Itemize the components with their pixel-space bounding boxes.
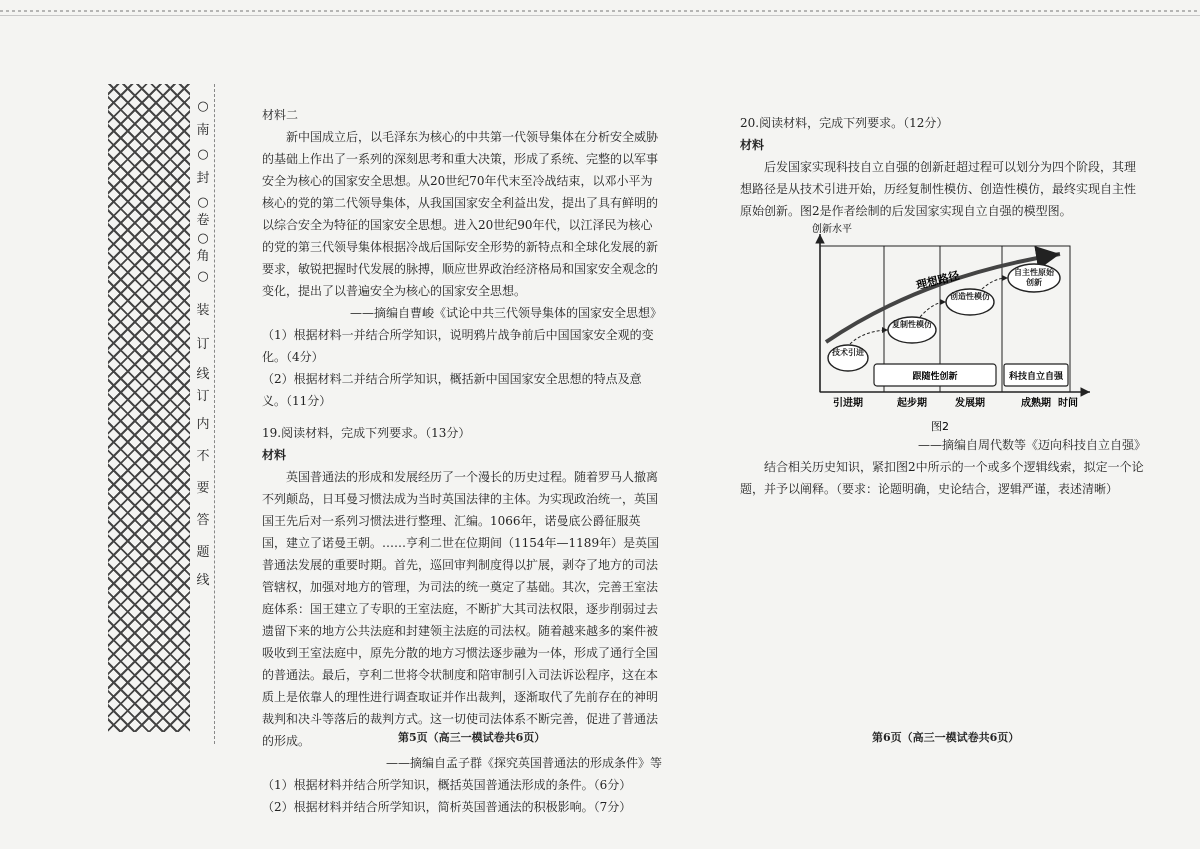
- q20-material-label: 材料: [740, 138, 765, 152]
- q19-source: ——摘编自孟子群《探究英国普通法的形成条件》等: [385, 756, 662, 770]
- q20-heading: 20.阅读材料，完成下列要求。（12分）: [740, 116, 949, 130]
- q20-task: 结合相关历史知识，紧扣图2中所示的一个或多个逻辑线索，拟定一个论题，并予以阐释。（要求：论题明确，史论结合，逻辑严谨，表述清晰）: [740, 460, 1144, 496]
- node-tech-intro-label: 技术引进: [832, 348, 864, 357]
- node-original-label: 自主性原始创新: [1014, 268, 1054, 287]
- material2-body: 新中国成立后，以毛泽东为核心的中共第一代领导集体在分析安全威胁的基础上作出了一系列的深刻思考和重大决策，形成了系统、完整的以军事安全为核心的国家安全思想。从20世纪70年代末至冷战结束，以邓小平为核心的党的第二代领导集体，从我国国家安全利益出发，提出了具有鲜明的以综合安全为特征的国家安全思想。进入20世纪90年代，以江泽民为核心的党的第三代领导集体根据冷战后国际安全形势的新特点和全球化发展的新要求，敏锐把握时代发展的脉搏，顺应世界政治经济格局和国家安全观念的变化，提出了以普遍安全为核心的国家安全思想。: [262, 130, 659, 298]
- page-5-footer: 第5页（高三一模试卷共6页）: [398, 731, 546, 744]
- period-label: 引进期: [833, 398, 863, 409]
- binding-hatch-pattern: [108, 84, 190, 732]
- q19-body: 英国普通法的形成和发展经历了一个漫长的历史过程。随着罗马人撤离不列颠岛，日耳曼习惯法成为当时英国法律的主体。为实现政治统一，英国国王先后对一系列习惯法进行整理、汇编。1066年，诺曼底公爵征服英国，建立了诺曼王朝。……亨利二世在位期间（1154年—1189年）是英国普通法发展的重要时期。首先，巡回审判制度得以扩展，剥夺了地方的司法管辖权，加强对地方的管理，为司法的统一奠定了基础。其次，完善王室法庭体系：国王建立了专职的王室法庭，不断扩大其司法权限，逐步削弱过去遗留下来的地方公共法庭和封建领主法庭的司法权。随着越来越多的案件被吸收到王室法庭中，原先分散的地方习惯法逐步融为一体，形成了通行全国的普通法。最后，亨利二世将令状制度和陪审制引入司法诉讼程序，这在本质上是依靠人的理性进行调查取证并作出裁判，逐渐取代了先前存在的神明裁判和决斗等落后的裁判方式。这一切使司法体系不断完善，促进了普通法的形成。: [262, 470, 660, 748]
- binding-cut-line: [214, 84, 215, 744]
- q20-source: ——摘编自周代数等《迈向科技自立自强》: [917, 438, 1146, 452]
- band-follow-label: 跟随性创新: [912, 372, 958, 382]
- binding-mark: 角: [196, 249, 210, 264]
- ideal-path-label: 理想路径: [914, 268, 961, 293]
- binding-mark: ○: [197, 231, 209, 246]
- binding-mark: 卷: [196, 213, 210, 228]
- material2-heading: 材料二: [262, 108, 299, 122]
- q20-after-figure: [740, 434, 1146, 500]
- material2-source: ——摘编自曹峻《试论中共三代领导集体的国家安全思想》: [349, 306, 662, 320]
- period-label: 成熟期: [1021, 398, 1051, 409]
- q20-body: 后发国家实现科技自立自强的创新赶超过程可以划分为四个阶段，其理想路径是从技术引进开始，历经复制性模仿、创造性模仿，最终实现自主性原始创新。图2是作者绘制的后发国家实现自立自强的模型图。: [740, 160, 1137, 218]
- connector: [982, 278, 1008, 289]
- binding-mark: 订: [196, 337, 210, 352]
- page-6-column: [740, 112, 1146, 222]
- scan-edge-line: [0, 15, 1200, 16]
- binding-mark: 南: [196, 123, 210, 138]
- figure-2-model: [790, 222, 1110, 437]
- q19-part2: （2）根据材料并结合所学知识，简析英国普通法的积极影响。（7分）: [262, 800, 632, 814]
- page-6-footer: 第6页（高三一模试卷共6页）: [872, 731, 1020, 744]
- binding-mark: 内: [196, 417, 210, 432]
- q19-heading: 19.阅读材料，完成下列要求。（13分）: [262, 426, 471, 440]
- y-axis-label: 创新水平: [812, 224, 852, 235]
- binding-mark: 答: [196, 513, 210, 528]
- scan-edge: [0, 10, 1200, 12]
- binding-mark: 线: [196, 573, 210, 588]
- binding-mark: 要: [196, 481, 210, 496]
- binding-mark: 不: [196, 449, 210, 464]
- connector: [920, 302, 946, 317]
- q18-part2: （2）根据材料二并结合所学知识，概括新中国国家安全思想的特点及意义。（11分）: [262, 372, 642, 408]
- binding-mark: ○: [197, 269, 209, 284]
- binding-mark: ○: [197, 195, 209, 210]
- binding-mark: ○: [197, 99, 209, 114]
- q19-material-label: 材料: [262, 448, 287, 462]
- x-axis-label: 时间: [1058, 398, 1078, 409]
- binding-mark: 封: [196, 171, 210, 186]
- q19-part1: （1）根据材料并结合所学知识，概括英国普通法形成的条件。（6分）: [262, 778, 632, 792]
- period-label: 发展期: [955, 398, 985, 409]
- node-replicative-label: 复制性模仿: [892, 320, 932, 329]
- band-self-label: 科技自立自强: [1008, 372, 1064, 382]
- binding-mark: 订: [196, 389, 210, 404]
- binding-mark: 题: [196, 545, 210, 560]
- binding-mark: ○: [197, 147, 209, 162]
- figure-caption: 图2: [931, 420, 949, 433]
- model-diagram: [790, 222, 1110, 437]
- q18-part1: （1）根据材料一并结合所学知识，说明鸦片战争前后中国国家安全观的变化。（4分）: [262, 328, 654, 364]
- period-label: 起步期: [897, 398, 927, 409]
- binding-strip: [196, 90, 210, 750]
- node-creative-label: 创造性模仿: [950, 292, 990, 301]
- page-5-column: [262, 104, 662, 818]
- binding-mark: 线: [196, 367, 210, 382]
- binding-mark: 装: [196, 303, 210, 318]
- connector: [850, 330, 888, 344]
